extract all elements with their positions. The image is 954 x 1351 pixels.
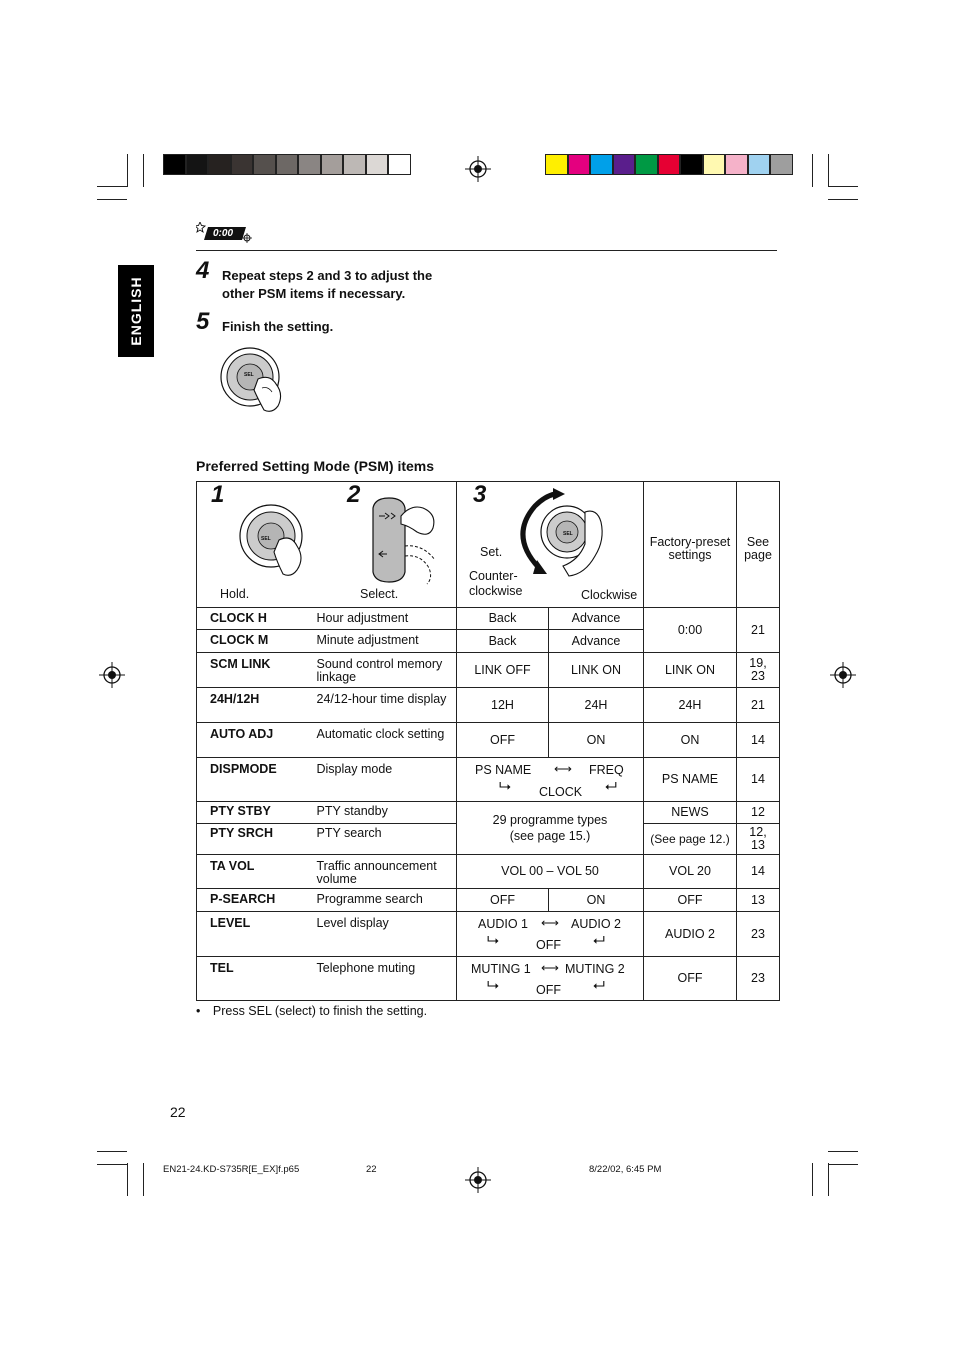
row-desc: Hour adjustment [315, 608, 457, 630]
header-factory-preset: Factory-preset settings [644, 482, 737, 608]
cycle-a: AUDIO 1 [478, 917, 529, 931]
row-name: CLOCK M [197, 630, 315, 653]
step-4-number: 4 [196, 257, 210, 284]
row-cw: 24H [549, 688, 644, 723]
row-name: PTY STBY [197, 802, 315, 824]
row-ccw: Back [457, 630, 549, 653]
return-arrow-right-icon: ⮠ [605, 777, 618, 795]
row-name: CLOCK H [197, 608, 315, 630]
row-factory: PS NAME [644, 758, 737, 802]
table-row [197, 653, 780, 688]
calibration-swatch [725, 154, 748, 175]
row-name: LEVEL [197, 912, 315, 957]
calibration-swatch [748, 154, 771, 175]
row-factory: (See page 12.) [644, 824, 737, 855]
table-row [197, 608, 780, 630]
row-factory: ON [644, 723, 737, 758]
row-page: 21 [737, 688, 780, 723]
step-4-line2: other PSM items if necessary. [222, 286, 406, 301]
footer-page: 22 [366, 1164, 377, 1175]
row-page: 14 [737, 855, 780, 889]
calibration-swatch [613, 154, 636, 175]
return-arrow-left-icon: ⮡ [499, 777, 512, 795]
row-name: 24H/12H [197, 688, 315, 723]
row-cycle-cell [457, 758, 644, 802]
step-2-caption: Select. [360, 587, 399, 601]
row-factory: AUDIO 2 [644, 912, 737, 957]
row-merged: 29 programme types (see page 15.) [457, 802, 644, 855]
row-merged: VOL 00 – VOL 50 [457, 855, 644, 889]
sel-label-rotate: SEL [563, 531, 573, 537]
calibration-swatch [163, 154, 186, 175]
sel-knob-press-illustration [218, 344, 298, 414]
table-row [197, 688, 780, 723]
row-cw: Advance [549, 608, 644, 630]
calibration-swatch [208, 154, 231, 175]
cycle-b: FREQ [589, 762, 624, 777]
cycle-c: CLOCK [539, 784, 583, 799]
row-page: 19, 23 [737, 653, 780, 688]
cycle-a: MUTING 1 [471, 961, 531, 976]
sel-label-hold: SEL [261, 536, 271, 542]
calibration-swatch [276, 154, 299, 175]
step-2-number: 2 [347, 481, 361, 508]
step-5-number: 5 [196, 308, 210, 335]
row-desc: PTY search [315, 824, 457, 855]
calibration-swatch [635, 154, 658, 175]
row-name: SCM LINK [197, 653, 315, 688]
return-arrow-left-icon: ⮡ [487, 976, 500, 994]
step-3-number: 3 [473, 481, 487, 508]
step-4-line1: Repeat steps 2 and 3 to adjust the [222, 268, 433, 283]
row-factory: 24H [644, 688, 737, 723]
calibration-swatch [680, 154, 703, 175]
row-desc: Programme search [315, 889, 457, 912]
step-3-ccw-caption: Counter- clockwise [469, 569, 523, 598]
step-3-cw-caption: Clockwise [581, 588, 638, 602]
step-1-number: 1 [211, 481, 225, 508]
calibration-swatch [343, 154, 366, 175]
return-arrow-right-icon: ⮠ [593, 976, 606, 994]
row-page: 14 [737, 723, 780, 758]
cycle-c: OFF [536, 938, 561, 952]
row-cycle-cell [457, 912, 644, 957]
table-row [197, 889, 780, 912]
double-arrow-icon: ⟷ [554, 761, 572, 776]
calibration-swatch [658, 154, 681, 175]
page-number: 22 [170, 1104, 186, 1120]
row-name: PTY SRCH [197, 824, 315, 855]
row-page: 12, 13 [737, 824, 780, 855]
return-arrow-left-icon: ⮡ [487, 932, 500, 949]
table-row [197, 758, 780, 802]
psm-items-table [196, 481, 780, 1001]
row-desc: Display mode [315, 758, 457, 802]
table-row [197, 802, 780, 824]
step-5-text: Finish the setting. [222, 319, 334, 334]
sel-label-small: SEL [244, 372, 254, 378]
registration-mark-right-icon [830, 662, 856, 688]
cycle-c: OFF [536, 982, 561, 997]
row-cw: LINK ON [549, 653, 644, 688]
row-page: 13 [737, 889, 780, 912]
cycle-a: PS NAME [475, 762, 532, 777]
calibration-swatch [590, 154, 613, 175]
english-side-tab [118, 265, 154, 357]
footer-date: 8/22/02, 6:45 PM [589, 1164, 662, 1175]
row-ccw: OFF [457, 723, 549, 758]
row-desc: Automatic clock setting [315, 723, 457, 758]
header-rule [196, 250, 777, 251]
step-4-text [222, 267, 432, 303]
calibration-swatch [703, 154, 726, 175]
header-cell-step-3 [457, 482, 644, 608]
table-row [197, 912, 780, 957]
sel-knob-hold-icon [231, 500, 321, 582]
calibration-swatch [253, 154, 276, 175]
row-cycle-cell [457, 957, 644, 1001]
row-factory: VOL 20 [644, 855, 737, 889]
row-desc: 24/12-hour time display [315, 688, 457, 723]
bullet-icon: • [196, 1004, 201, 1018]
cycle-b: MUTING 2 [565, 961, 625, 976]
row-cw: ON [549, 889, 644, 912]
double-arrow-icon: ⟷ [541, 960, 559, 975]
row-name: AUTO ADJ [197, 723, 315, 758]
row-ccw: LINK OFF [457, 653, 549, 688]
row-name: P-SEARCH [197, 889, 315, 912]
calibration-swatch [568, 154, 591, 175]
row-desc: Sound control memory linkage [315, 653, 457, 688]
note-text: Press SEL (select) to finish the setting. [212, 1004, 428, 1018]
row-page: 23 [737, 957, 780, 1001]
calibration-swatch [231, 154, 254, 175]
section-title: Preferred Setting Mode (PSM) items [196, 458, 435, 474]
select-rocker-icon [365, 496, 445, 588]
row-page: 21 [737, 608, 780, 653]
row-page: 12 [737, 802, 780, 824]
row-desc: PTY standby [315, 802, 457, 824]
row-desc: Minute adjustment [315, 630, 457, 653]
row-ccw: 12H [457, 688, 549, 723]
row-ccw: OFF [457, 889, 549, 912]
clock-badge-icon [196, 222, 256, 244]
step-1-caption: Hold. [220, 587, 250, 601]
registration-mark-left-icon [99, 662, 125, 688]
row-cw: ON [549, 723, 644, 758]
table-row [197, 723, 780, 758]
row-name: DISPMODE [197, 758, 315, 802]
header-see-page: See page [737, 482, 780, 608]
registration-mark-top-icon [465, 156, 491, 182]
table-row [197, 957, 780, 1001]
return-arrow-right-icon: ⮠ [593, 932, 606, 949]
calibration-swatch [298, 154, 321, 175]
calibration-swatch [186, 154, 209, 175]
row-desc: Telephone muting [315, 957, 457, 1001]
footer-file: EN21-24.KD-S735R[E_EX]f.p65 [163, 1164, 300, 1175]
table-header-row [197, 482, 780, 608]
clock-badge-text: 0:00 [213, 228, 234, 239]
calibration-swatch [770, 154, 793, 175]
row-factory: NEWS [644, 802, 737, 824]
step-3-set-caption: Set. [480, 545, 503, 559]
row-factory: OFF [644, 957, 737, 1001]
row-desc: Traffic announcement volume [315, 855, 457, 889]
row-ccw: Back [457, 608, 549, 630]
row-desc: Level display [315, 912, 457, 957]
registration-mark-bottom-icon [465, 1167, 491, 1193]
note [196, 1004, 427, 1018]
row-page: 23 [737, 912, 780, 957]
table-row [197, 855, 780, 889]
calibration-swatch [321, 154, 344, 175]
calibration-swatch [545, 154, 568, 175]
row-cw: Advance [549, 630, 644, 653]
row-factory: LINK ON [644, 653, 737, 688]
row-factory: 0:00 [644, 608, 737, 653]
header-cell-steps-1-2 [197, 482, 457, 608]
calibration-swatch [366, 154, 389, 175]
row-factory: OFF [644, 889, 737, 912]
calibration-swatch [388, 154, 411, 175]
double-arrow-icon: ⟷ [541, 916, 559, 930]
row-name: TEL [197, 957, 315, 1001]
cycle-b: AUDIO 2 [571, 917, 622, 931]
row-name: TA VOL [197, 855, 315, 889]
english-tab-label: ENGLISH [128, 276, 144, 346]
row-page: 14 [737, 758, 780, 802]
